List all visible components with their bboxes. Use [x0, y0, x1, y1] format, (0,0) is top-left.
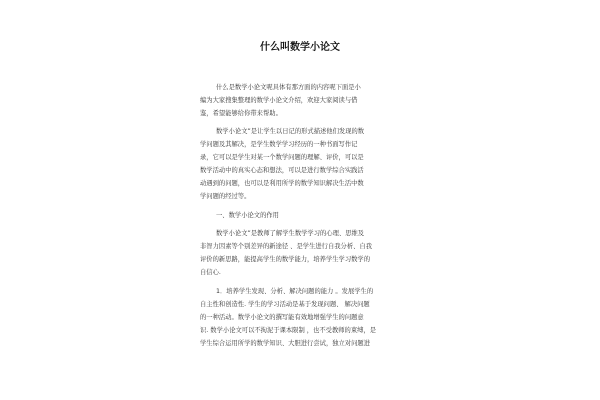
text-line: 的一种活动。数学小论文的撰写能有效地增强学生的问题意 — [200, 314, 364, 321]
text-line: 数学活动中的真实心态和想法，可以是进行数学综合实践活 — [200, 167, 364, 174]
text-line: 1．培养学生发现、分析、解决问题的能力 。发展学生的 — [216, 288, 374, 295]
text-line: 自信心. — [200, 269, 221, 276]
text-line: 自主性和创造性. 学生的学习活动是基于发现问题、 解决问题 — [200, 301, 370, 308]
text-line: 非智力因素等个别差异的新途径 、是学生进行自我分析、自我 — [200, 243, 373, 250]
text-line: 什么是数学小论文呢具体有那方面的内容呢下面是小 — [216, 84, 361, 91]
text-line: 学问题的经过等。 — [200, 193, 251, 200]
document-title: 什么叫数学小论文 — [260, 42, 340, 53]
text-line: 评价的新思路，能提高学生的数学能力，培养学生学习数学的 — [200, 256, 371, 263]
text-line: 编为大家搜集整理的数学小论文介绍，欢迎大家阅读与借 — [200, 97, 358, 104]
text-line: 鉴，希望能够给你带来帮助。 — [200, 110, 282, 117]
text-line: 数学小论文”是教师了解学生数学学习的心理、思维及 — [216, 230, 365, 237]
text-line: 动遇到的问题，也可以是利用所学的数学知识解决生活中数 — [200, 180, 364, 187]
text-line: 学问题及其解决，是学生数学学习经历的一种书面写作记 — [200, 141, 358, 148]
text-line: 识. 数学小论文可以不拘泥于课本限制 ，也不受教师的束缚，是 — [200, 327, 377, 334]
text-line: 学生综合运用所学的数学知识、大胆进行尝试，独立对问题进 — [200, 340, 371, 347]
section-heading: 一、数学小论文的作用 — [216, 212, 279, 219]
text-line: 数学小论文”是让学生以日记的形式描述他们发现的数 — [216, 128, 365, 135]
text-line: 录，它可以是学生对某一个数学问题的理解、评价，可以是 — [200, 154, 364, 161]
